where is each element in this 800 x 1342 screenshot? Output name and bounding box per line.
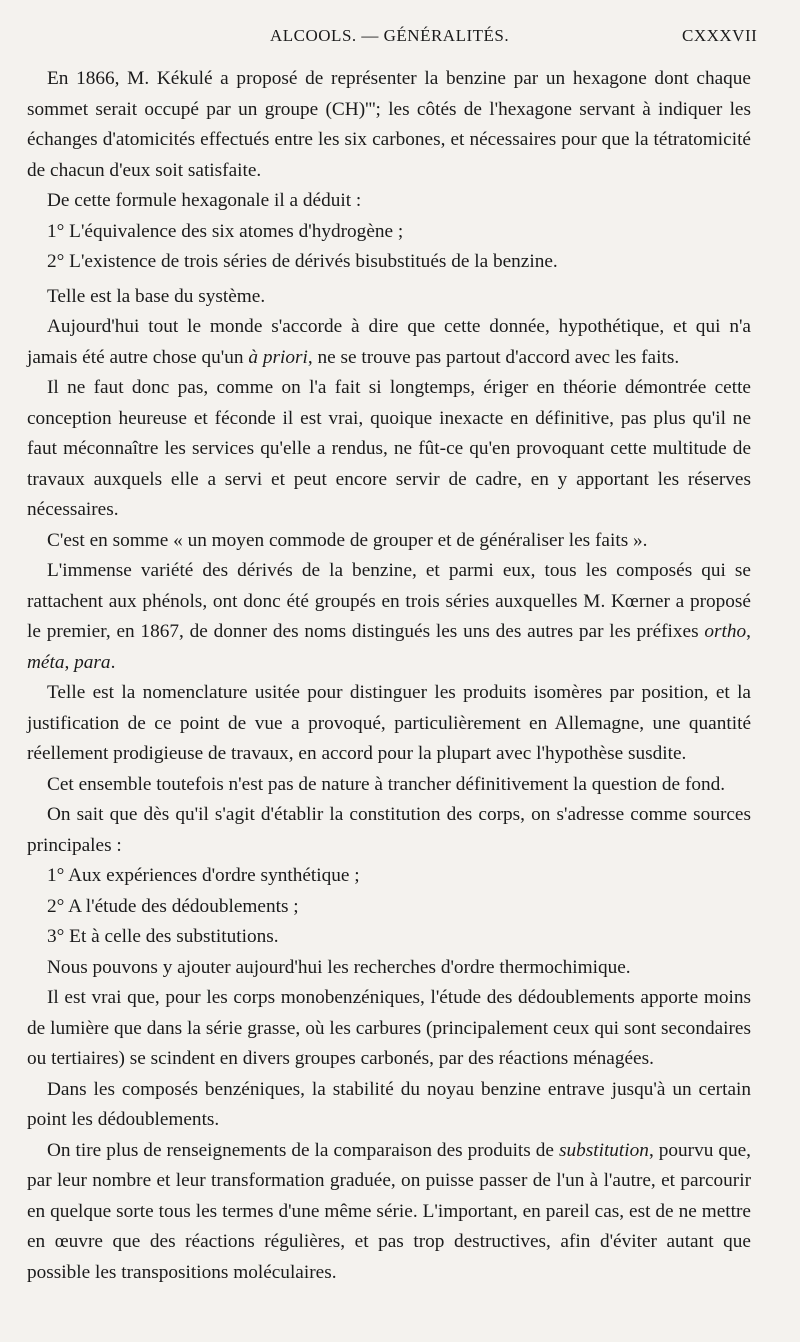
paragraph-text: , [64, 651, 75, 673]
paragraph: Dans les composés benzéniques, la stabilité du noyau benzine entrave jusqu'à un certain point les dédoublements. [27, 1078, 751, 1130]
paragraph: De cette formule hexagonale il a déduit : [47, 190, 362, 211]
italic-term: substitution [558, 1139, 649, 1161]
paragraph: On sait que dès qu'il s'agit d'établir la constitution des corps, on s'adresse comme sources principales : [27, 804, 751, 856]
italic-term: à priori [248, 346, 308, 368]
paragraph-text: L'immense variété des dérivés de la benzine, et parmi eux, tous les composés qui se rattachent aux phénols, ont donc été groupés en trois séries auxquelles M. Kœrner a proposé le premier, en 1867, de donner des noms distingués les uns des autres par les préfixes [27, 560, 751, 642]
paragraph [27, 556, 751, 678]
paragraph-text: , pourvu que, par leur nombre et leur transformation graduée, on puisse passer de l'un à l'autre, et parcourir en quelque sorte tous les termes d'une même série. L'important, en pareil cas, est de ne mettre en œuvre que des réactions régulières, et pas trop destructives, afin d'éviter autant que possible les transpositions moléculaires. [27, 1139, 751, 1283]
list-item: 1° L'équivalence des six atomes d'hydrogène ; [47, 220, 404, 242]
paragraph [27, 312, 751, 373]
header-title: ALCOOLS. — GÉNÉRALITÉS. [270, 26, 510, 45]
paragraph: Il est vrai que, pour les corps monobenzéniques, l'étude des dédoublements apporte moins de lumière que dans la série grasse, où les carbures (principalement ceux qui sont secondaires ou tertiaires) se scindent en divers groupes carbonés, par des réactions ménagées. [27, 987, 751, 1069]
paragraph: Il ne faut donc pas, comme on l'a fait si longtemps, ériger en théorie démontrée cette conception heureuse et féconde il est vrai, quoique inexacte en définitive, pas plus qu'il ne faut méconnaître les services qu'elle a rendus, ne fût-ce qu'en provoquant cette multitude de travaux auxquels elle a servi et peut encore servir de cadre, en y apportant les réserves nécessaires. [27, 377, 751, 520]
italic-term: para [74, 651, 111, 673]
paragraph [27, 1136, 751, 1289]
list-item: 1° Aux expériences d'ordre synthétique ; [47, 865, 360, 886]
italic-term: méta [27, 651, 65, 673]
paragraph-text: . [110, 651, 116, 673]
paragraph: Nous pouvons y ajouter aujourd'hui les recherches d'ordre thermochimique. [47, 956, 631, 978]
paragraph: Telle est la nomenclature usitée pour distinguer les produits isomères par position, et la justification de ce point de vue a provoqué, particulièrement en Allemagne, une quantité réellement prodigieuse de travaux, en accord pour la plupart avec l'hypothèse susdite. [27, 682, 751, 764]
paragraph: En 1866, M. Kékulé a proposé de représenter la benzine par un hexagone dont chaque sommet serait occupé par un groupe (CH)'''; les côtés de l'hexagone servant à indiquer les échanges d'atomicités effectués entre les six carbones, et nécessaires pour que la tétratomicité de chacun d'eux soit satisfaite. [27, 68, 751, 181]
page-number: CXXXVII [682, 26, 758, 45]
paragraph: Telle est la base du système. [47, 285, 266, 307]
list-item: 2° A l'étude des dédoublements ; [47, 895, 299, 917]
paragraph-text: , [746, 621, 751, 642]
paragraph-text: , ne se trouve pas partout d'accord avec les faits. [307, 346, 680, 368]
paragraph-text: On tire plus de renseignements de la comparaison des produits de [47, 1139, 559, 1161]
list-item: 3° Et à celle des substitutions. [47, 926, 279, 947]
list-item: 2° L'existence de trois séries de dérivés bisubstitués de la benzine. [47, 251, 558, 272]
paragraph-text: Aujourd'hui tout le monde s'accorde à dire que cette donnée, hypothétique, et qui n'a jamais été autre chose qu'un [27, 316, 751, 368]
italic-term: ortho [704, 621, 747, 642]
paragraph: C'est en somme « un moyen commode de grouper et de généraliser les faits ». [47, 529, 648, 551]
page-body [27, 64, 751, 1288]
paragraph: Cet ensemble toutefois n'est pas de nature à trancher définitivement la question de fond. [47, 773, 726, 795]
running-header [0, 20, 800, 50]
